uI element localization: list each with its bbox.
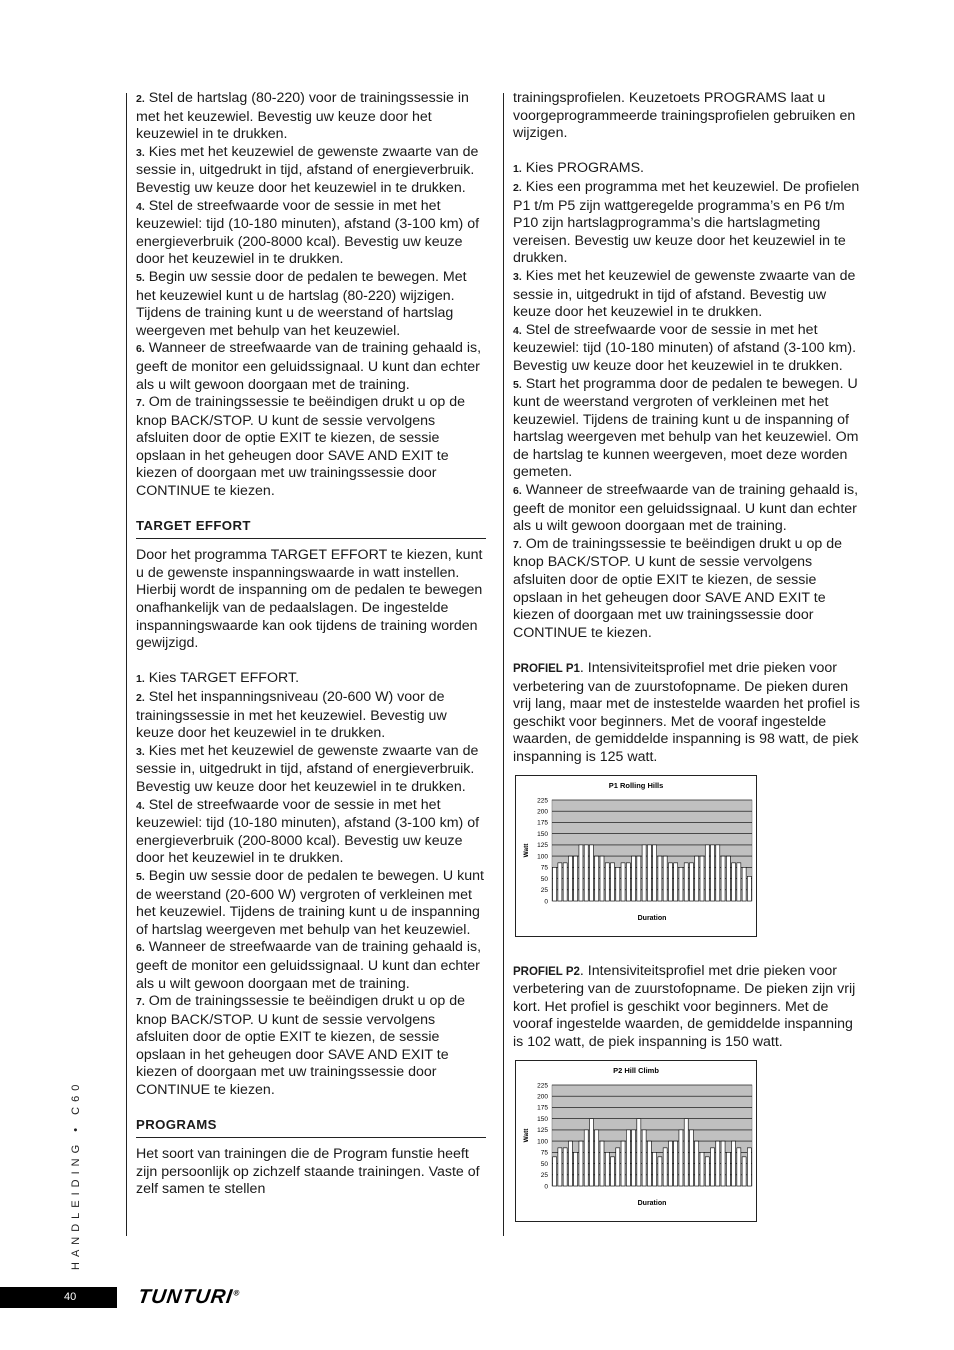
y-tick-label: 125 bbox=[537, 841, 548, 849]
y-tick-label: 125 bbox=[537, 1126, 548, 1134]
step-text: Kies met het keuzewiel de gewenste zwaarte van de sessie in, uitgedrukt in tijd of afstand. Bevestig uw keuze door het keuzewiel in te drukken. bbox=[513, 267, 856, 321]
y-tick-label: 200 bbox=[537, 1093, 548, 1101]
bar bbox=[642, 1129, 646, 1185]
bar bbox=[574, 856, 578, 901]
step-number: 5. bbox=[513, 378, 522, 391]
y-tick-label: 175 bbox=[537, 1104, 548, 1112]
bar bbox=[663, 856, 667, 901]
side-running-title: HANDLEIDING • C60 bbox=[70, 1079, 82, 1270]
y-axis-label: Watt bbox=[523, 1128, 530, 1142]
step-text: Kies PROGRAMS. bbox=[525, 160, 644, 177]
step-item bbox=[513, 536, 863, 643]
bar bbox=[579, 844, 583, 900]
bar bbox=[647, 1141, 651, 1186]
profile-p2-description bbox=[513, 963, 863, 1052]
step-item bbox=[513, 322, 863, 376]
bar bbox=[668, 862, 672, 900]
y-tick-label: 25 bbox=[540, 886, 548, 894]
chart-title: P2 Hill Climb bbox=[613, 1065, 659, 1075]
steps-target-effort bbox=[136, 670, 486, 1099]
brand-logo bbox=[136, 1286, 241, 1309]
bar bbox=[658, 1156, 662, 1185]
step-item bbox=[136, 394, 486, 501]
bar bbox=[605, 862, 609, 900]
step-text: Wanneer de streefwaarde van de training gehaald is, geeft de monitor een geluidssignaal. U kunt dan echter als u wilt gewoon doorgaan met de training. bbox=[513, 482, 859, 535]
step-item bbox=[136, 144, 486, 198]
bar bbox=[742, 867, 746, 901]
step-number: 6. bbox=[513, 485, 522, 498]
bar bbox=[568, 1141, 572, 1186]
chart-p2-hill-climb bbox=[515, 1060, 757, 1222]
bar bbox=[695, 1141, 699, 1186]
step-text: Kies TARGET EFFORT. bbox=[148, 670, 300, 687]
steps-programs bbox=[513, 160, 863, 642]
step-text: Begin uw sessie door de pedalen te bewegen. U kunt de weerstand (20-600 W) vergroten of verkleinen met het keuzewiel. Tijdens de training kunt u de inspanning of hartslag weergeven met behulp van het keuzewiel. bbox=[136, 867, 484, 938]
step-number: 6. bbox=[136, 942, 145, 955]
bar bbox=[721, 856, 725, 901]
step-text: Kies met het keuzewiel de gewenste zwaarte van de sessie in, uitgedrukt in tijd, afstand of energieverbruik. Bevestig uw keuze door het keuzewiel in te drukken. bbox=[136, 143, 479, 196]
right-column-rule bbox=[503, 93, 504, 1236]
bar bbox=[689, 1129, 693, 1185]
step-number: 2. bbox=[136, 692, 145, 704]
bar bbox=[632, 856, 636, 901]
step-number: 5. bbox=[136, 870, 145, 883]
step-text: Wanneer de streefwaarde van de training gehaald is, geeft de monitor een geluidssignaal. U kunt dan echter als u wilt gewoon doorgaan met de training. bbox=[136, 939, 482, 992]
bar bbox=[695, 856, 699, 901]
bar bbox=[616, 1147, 620, 1185]
bar bbox=[647, 844, 651, 900]
y-tick-label: 75 bbox=[540, 864, 548, 872]
step-item bbox=[136, 90, 486, 144]
step-number: 3. bbox=[136, 745, 145, 758]
step-item bbox=[513, 482, 863, 536]
bar bbox=[721, 1141, 725, 1186]
bar bbox=[611, 1156, 615, 1185]
step-item bbox=[136, 198, 486, 269]
step-number: 1. bbox=[136, 673, 145, 686]
bar bbox=[621, 862, 625, 900]
bar bbox=[737, 1147, 741, 1185]
step-number: 7. bbox=[513, 538, 522, 551]
page-number-bar bbox=[0, 1287, 117, 1308]
step-item bbox=[136, 939, 486, 993]
bar bbox=[700, 1152, 704, 1186]
bar bbox=[589, 844, 593, 900]
step-text: Kies een programma met het keuzewiel. De profielen P1 t/m P5 zijn wattgeregelde programma’s en P6 t/m P10 zijn hartslagprogramma’s die hartslagmeting vereisen. Bevestig uw keuze door het keuzewiel in te drukken. bbox=[513, 178, 860, 267]
y-tick-label: 225 bbox=[537, 1081, 548, 1089]
bar bbox=[553, 1156, 557, 1185]
chart-p2-svg bbox=[516, 1061, 756, 1221]
profile-p2-text: . Intensiviteitsprofiel met drie pieken voor verbetering van de zuurstofopname. De pieken zijn vrij kort. Het profiel is geschikt voor beginners. Met de vooraf ingestelde waarden, de gemiddelde inspanning is 102 watt, de piek inspanning is 150 watt. bbox=[513, 962, 856, 1050]
profile-p2-label: PROFIEL P2 bbox=[513, 965, 580, 978]
step-number: 4. bbox=[136, 799, 145, 812]
bar bbox=[689, 862, 693, 900]
bar bbox=[705, 844, 709, 900]
profile-p1-label: PROFIEL P1 bbox=[513, 663, 580, 675]
step-item bbox=[513, 179, 863, 268]
step-item bbox=[136, 868, 486, 939]
y-tick-label: 175 bbox=[537, 819, 548, 827]
y-tick-label: 150 bbox=[537, 830, 548, 838]
left-column-rule bbox=[126, 93, 127, 1236]
registered-mark: ® bbox=[232, 1288, 241, 1298]
bar bbox=[668, 1141, 672, 1186]
step-text: Stel het inspanningsniveau (20-600 W) voor de trainingssessie in met het keuzewiel. Bevestig uw keuze door het keuzewiel in te drukken. bbox=[136, 689, 447, 742]
step-item bbox=[136, 670, 486, 689]
step-text: Wanneer de streefwaarde van de training gehaald is, geeft de monitor een geluidssignaal. U kunt dan echter als u wilt gewoon doorgaan met de training. bbox=[136, 340, 482, 393]
bar bbox=[653, 844, 657, 900]
step-text: Om de trainingssessie te beëindigen drukt u op de knop BACK/STOP. U kunt de sessie vervolgens afsluiten door de optie EXIT te kiezen, de sessie opslaan in het geheugen door SAVE AND EXIT te kiezen of doorgaan met uw trainingssessie door CONTINUE te kiezen. bbox=[136, 993, 465, 1099]
step-text: Om de trainingssessie te beëindigen drukt u op de knop BACK/STOP. U kunt de sessie vervolgens afsluiten door de optie EXIT te kiezen, de sessie opslaan in het geheugen door SAVE AND EXIT te kiezen of doorgaan met uw trainingssessie door CONTINUE te kiezen. bbox=[513, 535, 842, 641]
bar bbox=[726, 856, 730, 901]
bar bbox=[653, 1152, 657, 1186]
bar bbox=[700, 856, 704, 901]
y-tick-label: 0 bbox=[544, 1182, 548, 1190]
step-text: Begin uw sessie door de pedalen te bewegen. Met het keuzewiel kunt u de hartslag (80-220) wijzigen. Tijdens de training kunt u de weerstand of hartslag weergeven met behulp van het keuzewiel. bbox=[136, 268, 467, 339]
programs-heading: PROGRAMS bbox=[136, 1116, 486, 1139]
bar bbox=[616, 867, 620, 901]
bar bbox=[742, 1156, 746, 1185]
step-text: Stel de streefwaarde voor de sessie in met het keuzewiel: tijd (10-180 minuten), afstand (3-100 km) of energieverbruik (200-8000 kcal). Bevestig uw keuze door het keuzewiel in te drukken. bbox=[136, 796, 480, 867]
step-item bbox=[513, 376, 863, 483]
step-number: 2. bbox=[513, 181, 522, 194]
bar bbox=[705, 1156, 709, 1185]
step-text: Stel de hartslag (80-220) voor de trainingssessie in met het keuzewiel. Bevestig uw keuze door het keuzewiel in te drukken. bbox=[136, 90, 469, 143]
bar bbox=[747, 1147, 751, 1185]
bar bbox=[716, 1141, 720, 1186]
bar bbox=[726, 1152, 730, 1186]
brand-name: TUNTURI bbox=[136, 1286, 235, 1308]
bar bbox=[600, 1141, 604, 1186]
bar bbox=[595, 856, 599, 901]
step-number: 5. bbox=[136, 271, 145, 284]
bar bbox=[637, 856, 641, 901]
bar bbox=[684, 862, 688, 900]
x-axis-label: Duration bbox=[637, 914, 667, 922]
programs-intro-continued: trainingsprofielen. Keuzetoets PROGRAMS laat u voorgeprogrammeerde trainingsprofielen gebruiken en wijzigen. bbox=[513, 90, 856, 142]
chart-p1-rolling-hills bbox=[515, 775, 757, 937]
bar bbox=[679, 1129, 683, 1185]
bar bbox=[600, 856, 604, 901]
step-item bbox=[136, 689, 486, 743]
step-number: 4. bbox=[136, 200, 145, 213]
step-item bbox=[513, 268, 863, 322]
bar bbox=[558, 862, 562, 900]
left-column bbox=[136, 90, 486, 1199]
step-number: 1. bbox=[513, 163, 522, 176]
step-text: Om de trainingssessie te beëindigen drukt u op de knop BACK/STOP. U kunt de sessie vervolgens afsluiten door de optie EXIT te kiezen, de sessie opslaan in het geheugen door SAVE AND EXIT te kiezen of doorgaan met uw trainingssessie door CONTINUE te kiezen. bbox=[136, 394, 465, 500]
y-tick-label: 75 bbox=[540, 1149, 548, 1157]
steps-heart-rate bbox=[136, 90, 486, 501]
bar bbox=[584, 1129, 588, 1185]
y-axis-label: Watt bbox=[523, 843, 530, 857]
step-number: 7. bbox=[136, 996, 145, 1009]
bar bbox=[558, 1147, 562, 1185]
programs-intro: Het soort van trainingen die de Program funstie heeft zijn persoonlijk op zichzelf staande trainingen. Vaste of zelf samen te stellen bbox=[136, 1146, 480, 1198]
bar bbox=[568, 856, 572, 901]
y-tick-label: 225 bbox=[537, 796, 548, 804]
chart-p1-svg bbox=[516, 776, 756, 936]
y-tick-label: 25 bbox=[540, 1171, 548, 1179]
bar bbox=[711, 1147, 715, 1185]
step-text: Stel de streefwaarde voor de sessie in met het keuzewiel: tijd (10-180 minuten), afstand (3-100 km) of energieverbruik (200-8000 kcal). Bevestig uw keuze door het keuzewiel in te drukken. bbox=[136, 197, 480, 268]
bar bbox=[605, 1152, 609, 1186]
step-item bbox=[136, 743, 486, 797]
bar bbox=[584, 844, 588, 900]
y-tick-label: 50 bbox=[540, 875, 548, 883]
step-number: 6. bbox=[136, 343, 145, 356]
bar bbox=[574, 1152, 578, 1186]
bar bbox=[732, 862, 736, 900]
chart-title: P1 Rolling Hills bbox=[608, 780, 664, 790]
step-number: 3. bbox=[513, 270, 522, 283]
bar bbox=[679, 867, 683, 901]
bar bbox=[674, 1141, 678, 1186]
bar bbox=[711, 844, 715, 900]
y-tick-label: 0 bbox=[544, 897, 548, 905]
bar bbox=[621, 1141, 625, 1186]
bar bbox=[589, 1118, 593, 1185]
step-number: 4. bbox=[513, 324, 522, 337]
bar bbox=[563, 1147, 567, 1185]
step-item bbox=[136, 797, 486, 868]
bar bbox=[626, 1129, 630, 1185]
profile-p1-text: . Intensiviteitsprofiel met drie pieken voor verbetering van de zuurstofopname. De pieken duren vrij lang, maar met de instestelde waarden het profiel is geschikt voor beginners. Met de vooraf ingestelde waarden, de gemiddelde inspanning is 98 watt, de piek inspanning is 125 watt. bbox=[513, 660, 860, 765]
right-column bbox=[513, 90, 863, 1222]
step-number: 3. bbox=[136, 146, 145, 159]
y-tick-label: 100 bbox=[537, 852, 548, 860]
bar bbox=[595, 1129, 599, 1185]
bar bbox=[553, 867, 557, 901]
bar bbox=[658, 856, 662, 901]
bar bbox=[611, 862, 615, 900]
step-text: Stel de streefwaarde voor de sessie in met het keuzewiel: tijd (10-180 minuten) of afstand (3-100 km). Bevestig uw keuze door het keuzewiel in te drukken. bbox=[513, 321, 857, 374]
target-effort-heading: TARGET EFFORT bbox=[136, 517, 486, 540]
bar bbox=[663, 1147, 667, 1185]
step-number: 2. bbox=[136, 93, 145, 105]
bar bbox=[579, 1141, 583, 1186]
step-item bbox=[136, 269, 486, 340]
y-tick-label: 50 bbox=[540, 1160, 548, 1168]
bar bbox=[737, 862, 741, 900]
target-effort-intro: Door het programma TARGET EFFORT te kiezen, kunt u de gewenste inspanningswaarde in watt instellen. Hierbij wordt de inspanning om de pedalen te bewegen onafhankelijk van de pedaalslagen. De ingestelde inspanningswaarde kan ook tijdens de training worden gewijzigd. bbox=[136, 547, 483, 652]
step-text: Start het programma door de pedalen te bewegen. U kunt de weerstand vergroten of verkleinen met het keuzewiel. Tijdens de training kunt u de inspanning of hartslag weergeven met behulp van het keuzewiel. Om de hartslag te kunnen weergeven, moet deze worden gemeten. bbox=[513, 375, 859, 481]
step-item bbox=[136, 993, 486, 1100]
bar bbox=[563, 862, 567, 900]
y-tick-label: 200 bbox=[537, 808, 548, 816]
y-tick-label: 100 bbox=[537, 1137, 548, 1145]
step-item bbox=[136, 340, 486, 394]
bar bbox=[684, 1118, 688, 1185]
bar bbox=[732, 1141, 736, 1186]
bar bbox=[747, 876, 751, 901]
step-number: 7. bbox=[136, 397, 145, 410]
y-tick-label: 150 bbox=[537, 1115, 548, 1123]
bar bbox=[637, 1118, 641, 1185]
x-axis-label: Duration bbox=[637, 1199, 667, 1207]
page-number: 40 bbox=[64, 1291, 77, 1303]
bar bbox=[642, 844, 646, 900]
bar bbox=[632, 1129, 636, 1185]
bar bbox=[674, 862, 678, 900]
profile-p1-description bbox=[513, 660, 863, 767]
step-text: Kies met het keuzewiel de gewenste zwaarte van de sessie in, uitgedrukt in tijd, afstand of energieverbruik. Bevestig uw keuze door het keuzewiel in te drukken. bbox=[136, 742, 479, 795]
bar bbox=[626, 862, 630, 900]
bar bbox=[716, 844, 720, 900]
step-item bbox=[513, 160, 863, 179]
